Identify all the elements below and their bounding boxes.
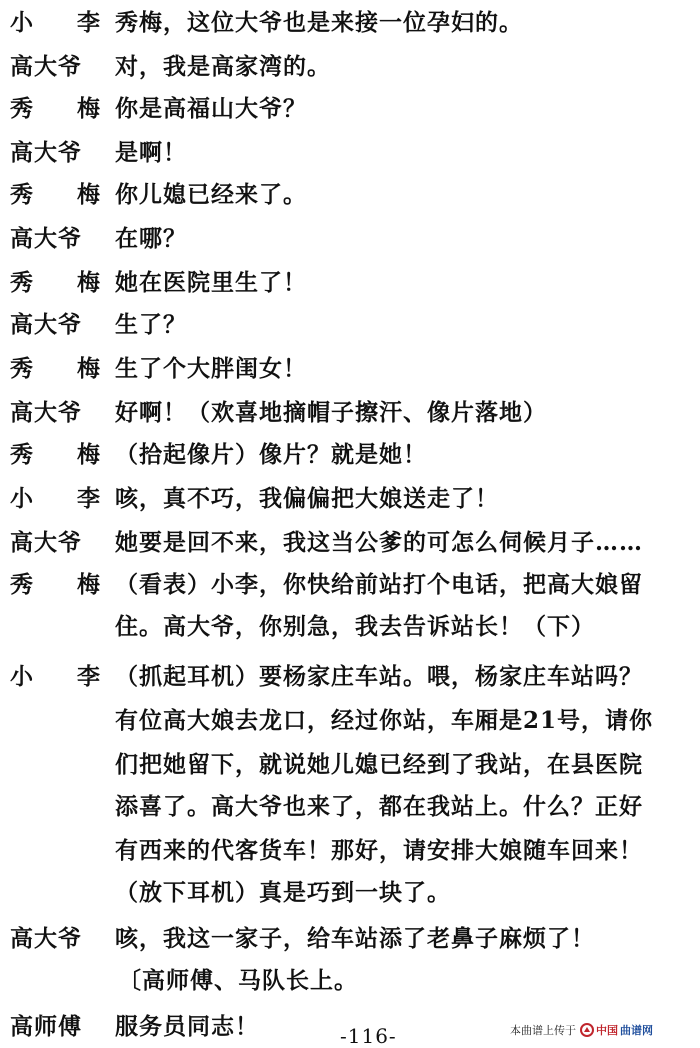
speaker-name: 高大爷 xyxy=(10,138,82,166)
speaker-name: 高大爷 xyxy=(10,924,82,952)
dialogue-text: 你是高福山大爷？ xyxy=(115,94,307,122)
dialogue-continuation xyxy=(0,870,700,910)
dialogue-text: 你儿媳已经来了。 xyxy=(115,180,307,208)
dialogue-text: 咳，真不巧，我偏偏把大娘送走了！ xyxy=(115,484,499,512)
speaker-name: 高大爷 xyxy=(10,528,82,556)
speaker-name: 高大爷 xyxy=(10,224,82,252)
speaker-name: 秀 梅 xyxy=(10,440,119,468)
dialogue-line xyxy=(0,654,700,694)
dialogue-text: 〔高师傅、马队长上。 xyxy=(118,966,358,994)
site-name-rest: 曲谱网 xyxy=(620,1024,653,1037)
dialogue-text: 在哪？ xyxy=(115,224,187,252)
dialogue-line xyxy=(0,346,700,386)
speaker-name: 秀 梅 xyxy=(10,180,119,208)
dialogue-text: 生了？ xyxy=(115,310,187,338)
dialogue-line xyxy=(0,476,700,516)
dialogue-text: 秀梅，这位大爷也是来接一位孕妇的。 xyxy=(115,8,523,36)
dialogue-text: 对，我是高家湾的。 xyxy=(115,52,331,80)
credit-text: 本曲谱上传于 xyxy=(510,1024,576,1037)
dialogue-line xyxy=(0,172,700,212)
dialogue-line xyxy=(0,562,700,602)
dialogue-line xyxy=(0,390,700,430)
speaker-name: 高大爷 xyxy=(10,398,82,426)
dialogue-text: 住。高大爷，你别急，我去告诉站长！（下） xyxy=(115,612,595,640)
speaker-name: 小 李 xyxy=(10,662,119,690)
speaker-name: 高师傅 xyxy=(10,1012,82,1040)
dialogue-continuation xyxy=(0,828,700,868)
stage-direction xyxy=(0,958,700,998)
dialogue-continuation xyxy=(0,742,700,782)
dialogue-line xyxy=(0,216,700,256)
dialogue-line xyxy=(0,432,700,472)
dialogue-text: 她在医院里生了！ xyxy=(115,268,307,296)
dialogue-line xyxy=(0,44,700,84)
dialogue-text: 是啊！ xyxy=(115,138,187,166)
footer-credit xyxy=(510,1022,653,1038)
dialogue-text: （抓起耳机）要杨家庄车站。喂，杨家庄车站吗？ xyxy=(115,662,643,690)
dialogue-text: （放下耳机）真是巧到一块了。 xyxy=(115,878,451,906)
dialogue-text: （拾起像片）像片？就是她！ xyxy=(115,440,427,468)
dialogue-text: 她要是回不来，我这当公爹的可怎么伺候月子…… xyxy=(115,528,643,556)
dialogue-text: 好啊！（欢喜地摘帽子擦汗、像片落地） xyxy=(115,398,547,426)
dialogue-text: 有西来的代客货车！那好，请安排大娘随车回来！ xyxy=(115,836,643,864)
speaker-name: 高大爷 xyxy=(10,310,82,338)
dialogue-text: 们把她留下，就说她儿媳已经到了我站，在县医院 xyxy=(115,750,643,778)
dialogue-text: 咳，我这一家子，给车站添了老鼻子麻烦了！ xyxy=(115,924,595,952)
speaker-name: 小 李 xyxy=(10,8,119,36)
dialogue-continuation xyxy=(0,604,700,644)
dialogue-line xyxy=(0,130,700,170)
dialogue-continuation xyxy=(0,698,700,738)
site-logo[interactable] xyxy=(580,1022,653,1038)
page-number: -116- xyxy=(340,1024,397,1048)
dialogue-text: 服务员同志！ xyxy=(115,1012,259,1040)
speaker-name: 秀 梅 xyxy=(10,94,119,122)
dialogue-text: 添喜了。高大爷也来了，都在我站上。什么？正好 xyxy=(115,792,643,820)
dialogue-line xyxy=(0,0,700,40)
speaker-name: 小 李 xyxy=(10,484,119,512)
dialogue-text: 有位高大娘去龙口，经过你站，车厢是21号，请你 xyxy=(115,706,654,734)
dialogue-continuation xyxy=(0,784,700,824)
dialogue-line xyxy=(0,86,700,126)
dialogue-line xyxy=(0,302,700,342)
site-name-cn: 中国 xyxy=(596,1024,618,1037)
dialogue-line xyxy=(0,916,700,956)
site-logo-icon xyxy=(580,1023,594,1037)
dialogue-text: 生了个大胖闺女！ xyxy=(115,354,307,382)
speaker-name: 高大爷 xyxy=(10,52,82,80)
dialogue-line xyxy=(0,520,700,560)
speaker-name: 秀 梅 xyxy=(10,268,119,296)
dialogue-text: （看表）小李，你快给前站打个电话，把高大娘留 xyxy=(115,570,643,598)
speaker-name: 秀 梅 xyxy=(10,570,119,598)
dialogue-line xyxy=(0,260,700,300)
speaker-name: 秀 梅 xyxy=(10,354,119,382)
